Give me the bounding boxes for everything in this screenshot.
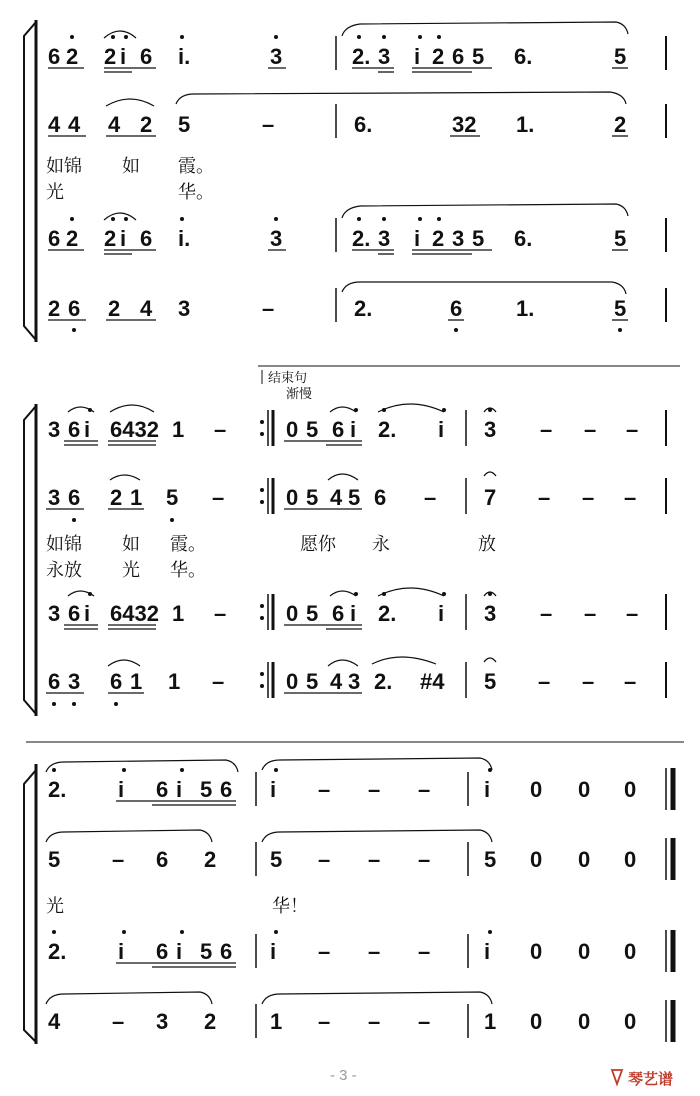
note: 5 — [484, 669, 497, 694]
note: 4 — [140, 296, 153, 321]
note: 2. — [354, 296, 373, 321]
note: 2 — [108, 296, 121, 321]
note: 2 — [432, 226, 445, 251]
lyric: 如 — [122, 156, 140, 177]
lyric: 永 — [372, 534, 390, 555]
note: 2 — [204, 847, 217, 872]
note: 3 — [156, 1009, 169, 1034]
note: 5 — [200, 777, 213, 802]
note: – — [418, 1009, 431, 1034]
note: 2 — [66, 226, 79, 251]
note: 1. — [516, 296, 535, 321]
note: 5 — [166, 485, 179, 510]
note: 4 — [108, 112, 121, 137]
note: 6 — [220, 939, 233, 964]
page-number: - 3 - — [330, 1067, 357, 1084]
system-1 — [24, 20, 666, 342]
note: 0 — [286, 417, 299, 442]
note: – — [418, 777, 431, 802]
note: 6 — [156, 847, 169, 872]
note: 1 — [168, 669, 181, 694]
system-3 — [24, 742, 684, 1044]
note: – — [626, 417, 639, 442]
note: 6. — [354, 112, 373, 137]
note: 0 — [578, 939, 591, 964]
lyric: 霞。 — [170, 534, 206, 555]
note: 2 — [614, 112, 627, 137]
note: 6 — [48, 669, 61, 694]
note: i. — [178, 44, 191, 69]
note: i — [176, 777, 183, 802]
note: 3 — [484, 417, 497, 442]
note: – — [212, 485, 225, 510]
note: i — [270, 777, 277, 802]
note: 5 — [270, 847, 283, 872]
note: 4 — [48, 1009, 61, 1034]
note: 3 — [378, 44, 391, 69]
note: 6432 — [110, 417, 159, 442]
note: 2 — [104, 44, 117, 69]
note: 1 — [172, 417, 185, 442]
note: 2 — [110, 485, 123, 510]
note: i. — [178, 226, 191, 251]
staff-row — [48, 22, 628, 72]
note: i — [414, 226, 421, 251]
note: 5 — [306, 417, 319, 442]
note: – — [582, 485, 595, 510]
note: 5 — [178, 112, 191, 137]
note: – — [582, 669, 595, 694]
note: 6. — [514, 226, 533, 251]
note: 2 — [140, 112, 153, 137]
watermark-logo — [612, 1070, 673, 1088]
note: 6 — [374, 485, 387, 510]
staff-row — [48, 404, 638, 445]
note: i — [350, 601, 357, 626]
lyric: 华。 — [178, 182, 214, 203]
note: 6 — [220, 777, 233, 802]
note: 5 — [614, 296, 627, 321]
note: – — [424, 485, 437, 510]
staff-row — [46, 758, 636, 805]
note: 2 — [48, 296, 61, 321]
note: i — [118, 939, 125, 964]
note: – — [262, 296, 275, 321]
note: 3 — [270, 44, 283, 69]
lyric: 愿你 — [300, 534, 336, 555]
note: 2 — [66, 44, 79, 69]
note: 5 — [614, 226, 627, 251]
note: 0 — [578, 1009, 591, 1034]
note: 5 — [306, 601, 319, 626]
note: i — [414, 44, 421, 69]
note: – — [624, 485, 637, 510]
note: 0 — [578, 847, 591, 872]
note: – — [368, 939, 381, 964]
note: 5 — [200, 939, 213, 964]
lyric: 如锦 — [46, 156, 82, 177]
note: 0 — [530, 1009, 543, 1034]
note: 5 — [306, 669, 319, 694]
note: 1. — [516, 112, 535, 137]
staff-row — [48, 204, 628, 254]
note: – — [540, 601, 553, 626]
note: i — [120, 226, 127, 251]
note: #4 — [420, 669, 445, 694]
note: 2. — [352, 226, 371, 251]
note: 1 — [130, 669, 143, 694]
watermark-text: 琴艺谱 — [628, 1070, 674, 1088]
staff-row — [46, 992, 636, 1034]
lyric: 华。 — [170, 560, 206, 581]
note: 4 — [48, 112, 61, 137]
note: 5 — [472, 44, 485, 69]
lyric: 光 — [46, 182, 64, 203]
note: – — [584, 601, 597, 626]
note: 3 — [348, 669, 361, 694]
note: 6 — [110, 669, 123, 694]
note: 1 — [484, 1009, 497, 1034]
note: 6. — [514, 44, 533, 69]
lyric: 如 — [122, 534, 140, 555]
staff-row — [48, 930, 636, 967]
logo-icon — [612, 1070, 622, 1084]
note: – — [318, 939, 331, 964]
note: 1 — [130, 485, 143, 510]
note: – — [538, 485, 551, 510]
lyric: 光 — [46, 896, 64, 917]
note: 3 — [48, 485, 61, 510]
note: i — [484, 939, 491, 964]
note: 6 — [48, 44, 61, 69]
note: – — [212, 669, 225, 694]
note: – — [418, 939, 431, 964]
note: 3 — [378, 226, 391, 251]
note: i — [84, 601, 91, 626]
note: 6 — [48, 226, 61, 251]
note: 6 — [68, 601, 81, 626]
note: 6 — [68, 417, 81, 442]
note: 2. — [378, 601, 397, 626]
note: 0 — [624, 847, 637, 872]
note: 5 — [348, 485, 361, 510]
note: 2. — [374, 669, 393, 694]
note: 0 — [530, 939, 543, 964]
note: – — [112, 1009, 125, 1034]
note: 0 — [578, 777, 591, 802]
note: – — [318, 847, 331, 872]
staff-row — [48, 92, 628, 137]
lyric: 华！ — [272, 896, 308, 917]
note: 6 — [140, 226, 153, 251]
note: 3 — [178, 296, 191, 321]
note: – — [626, 601, 639, 626]
note: 0 — [530, 777, 543, 802]
note: i — [438, 601, 445, 626]
note: 5 — [306, 485, 319, 510]
note: 0 — [286, 485, 299, 510]
note: 3 — [68, 669, 81, 694]
note: 5 — [484, 847, 497, 872]
note: – — [368, 1009, 381, 1034]
note: 2. — [48, 939, 67, 964]
note: 2. — [352, 44, 371, 69]
note: – — [262, 112, 275, 137]
note: – — [214, 417, 227, 442]
note: 3 — [48, 417, 61, 442]
note: i — [120, 44, 127, 69]
note: – — [418, 847, 431, 872]
note: – — [318, 777, 331, 802]
note: 2 — [104, 226, 117, 251]
note: 1 — [172, 601, 185, 626]
staff-row — [46, 472, 636, 522]
system-2 — [24, 366, 680, 716]
tempo-mark: 渐慢 — [286, 387, 313, 402]
note: 6 — [156, 939, 169, 964]
staff-row — [46, 830, 636, 872]
note: – — [368, 777, 381, 802]
note: – — [540, 417, 553, 442]
note: 6 — [68, 296, 81, 321]
note: – — [318, 1009, 331, 1034]
note: 5 — [48, 847, 61, 872]
note: 5 — [614, 44, 627, 69]
note: – — [584, 417, 597, 442]
note: 6 — [450, 296, 463, 321]
note: 7 — [484, 485, 497, 510]
note: 3 — [270, 226, 283, 251]
note: i — [176, 939, 183, 964]
note: i — [270, 939, 277, 964]
note: 2 — [432, 44, 445, 69]
lyric: 放 — [478, 534, 496, 555]
note: 0 — [624, 939, 637, 964]
staff-row — [46, 657, 636, 706]
note: 6 — [452, 44, 465, 69]
note: i — [438, 417, 445, 442]
lyric: 如锦 — [46, 534, 82, 555]
note: i — [84, 417, 91, 442]
note: 0 — [286, 601, 299, 626]
note: 4 — [68, 112, 81, 137]
note: 3 — [48, 601, 61, 626]
note: – — [624, 669, 637, 694]
note: 32 — [452, 112, 477, 137]
note: 0 — [530, 847, 543, 872]
note: 4 — [330, 669, 343, 694]
note: i — [484, 777, 491, 802]
note: 3 — [484, 601, 497, 626]
note: 6 — [332, 417, 345, 442]
staff-row — [48, 282, 628, 332]
note: – — [112, 847, 125, 872]
note: – — [368, 847, 381, 872]
staff-row — [48, 588, 638, 629]
note: 4 — [330, 485, 343, 510]
note: 0 — [286, 669, 299, 694]
note: i — [118, 777, 125, 802]
note: 2 — [204, 1009, 217, 1034]
ending-mark: 结束句 — [268, 371, 308, 386]
note: – — [538, 669, 551, 694]
lyric: 永放 — [46, 560, 82, 581]
lyric: 霞。 — [178, 156, 214, 177]
note: 6432 — [110, 601, 159, 626]
note: – — [214, 601, 227, 626]
note: 6 — [68, 485, 81, 510]
note: 2. — [378, 417, 397, 442]
note: 6 — [332, 601, 345, 626]
note: i — [350, 417, 357, 442]
note: 6 — [140, 44, 153, 69]
lyric: 光 — [122, 560, 140, 581]
note: 0 — [624, 777, 637, 802]
note: 1 — [270, 1009, 283, 1034]
note: 6 — [156, 777, 169, 802]
note: 2. — [48, 777, 67, 802]
note: 3 — [452, 226, 465, 251]
note: 0 — [624, 1009, 637, 1034]
note: 5 — [472, 226, 485, 251]
